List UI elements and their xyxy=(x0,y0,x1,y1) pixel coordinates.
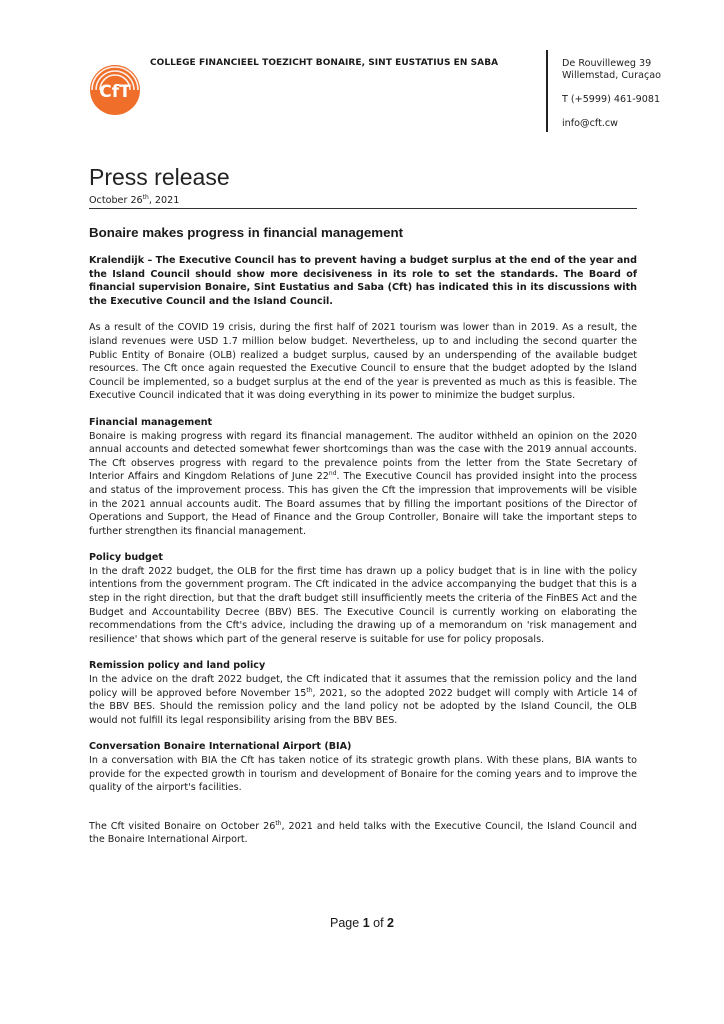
heading-financial-management: Financial management xyxy=(89,416,213,428)
email-address: info@cft.cw xyxy=(562,118,619,129)
paragraph-covid: As a result of the COVID 19 crisis, during the first half of 2021 tourism was lower than in 2019. As a result, the island revenues were USD 1.7 million below budget. Nevertheless, up to and including the second quarter the Public Entity of Bonaire (OLB) realized a budget surplus, caused by an underspending of the available budget resources. The Cft once again requested the Executive Council to ensure that the budget adopted by the Island Council be implemented, so a budget surplus at the end of the year is prevented as much as this is feasible. The Executive Council indicated that it was doing everything in its power to minimize the budget surplus. xyxy=(89,322,637,402)
heading-remission-policy: Remission policy and land policy xyxy=(89,660,266,672)
paragraph-remission-policy: In the advice on the draft 2022 budget, the Cft indicated that it assumes that the remission policy and the land policy will be approved before November 15th, 2021, so the adopted 2022 budget will comply with Article 14 of the BBV BES. Should the remission policy and the land policy not be adopted by the Island Council, the OLB would not fulfill its legal responsibility arising from the BBV BES. xyxy=(89,674,638,726)
logo-text: CfT xyxy=(99,82,131,102)
headline: Bonaire makes progress in financial management xyxy=(89,225,404,240)
heading-policy-budget: Policy budget xyxy=(89,552,164,564)
release-date: October 26th, 2021 xyxy=(89,194,180,207)
page-title: Press release xyxy=(89,164,230,190)
paragraph-visit: The Cft visited Bonaire on October 26th, 2021 and held talks with the Executive Council, the Island Council and the Bonaire International Airport. xyxy=(89,819,637,846)
paragraph-policy-budget: In the draft 2022 budget, the OLB for the first time has drawn up a policy budget that is in line with the policy intentions from the government program. The Cft indicated in the advice accompanying the budget that this is a step in the right direction, but that the draft budget still insufficiently meets the criteria of the FinBES Act and the Budget and Accountability Decree (BBV) BES. The Executive Council is currently working on elaborating the recommendations from the Cft's advice, including the drawing up of a memorandum on 'risk management and resilience' that shows which part of the general reserve is suitable for use for policy proposals. xyxy=(89,565,637,645)
paragraph-airport: In a conversation with BIA the Cft has taken notice of its strategic growth plans. With these plans, BIA wants to provide for the expected growth in tourism and development of Bonaire for the coming years and to improve the quality of the airport's facilities. xyxy=(89,755,637,794)
lead-paragraph: Kralendijk – The Executive Council has to prevent having a budget surplus at the end of the year and the Island Council should show more decisiveness in its role to set the standards. The Board of financial supervision Bonaire, Sint Eustatius and Saba (Cft) has indicated this in its discussions with the Executive Council and the Island Council. xyxy=(89,255,637,307)
address-city: Willemstad, Curaçao xyxy=(562,70,661,81)
heading-airport: Conversation Bonaire International Airport (BIA) xyxy=(89,741,352,753)
organization-name: COLLEGE FINANCIEEL TOEZICHT BONAIRE, SINT EUSTATIUS EN SABA xyxy=(150,58,499,68)
cft-logo xyxy=(89,64,141,116)
paragraph-financial-management: Bonaire is making progress with regard its financial management. The auditor withheld an opinion on the 2020 annual accounts and detected somewhat fewer shortcomings than was the case with the 2019 annual accounts. The Cft observes progress with regard to the prevalence points from the letter from the State Secretary of Interior Affairs and Kingdom Relations of June 22nd. The Executive Council has provided insight into the process and status of the improvement process. This has given the Cft the impression that improvements will be visible in the 2021 annual accounts audit. The Board assumes that by filling the important positions of the Director of Operations and Support, the Head of Finance and the Group Controller, Bonaire will take the important steps to further strengthen its financial management. xyxy=(89,430,638,537)
phone-number: T (+5999) 461-9081 xyxy=(562,94,661,105)
page-number: Page 1 of 2 xyxy=(330,916,394,930)
address-street: De Rouvilleweg 39 xyxy=(562,58,652,69)
header-divider xyxy=(546,50,548,132)
article-body xyxy=(89,254,637,847)
title-rule xyxy=(89,208,637,209)
